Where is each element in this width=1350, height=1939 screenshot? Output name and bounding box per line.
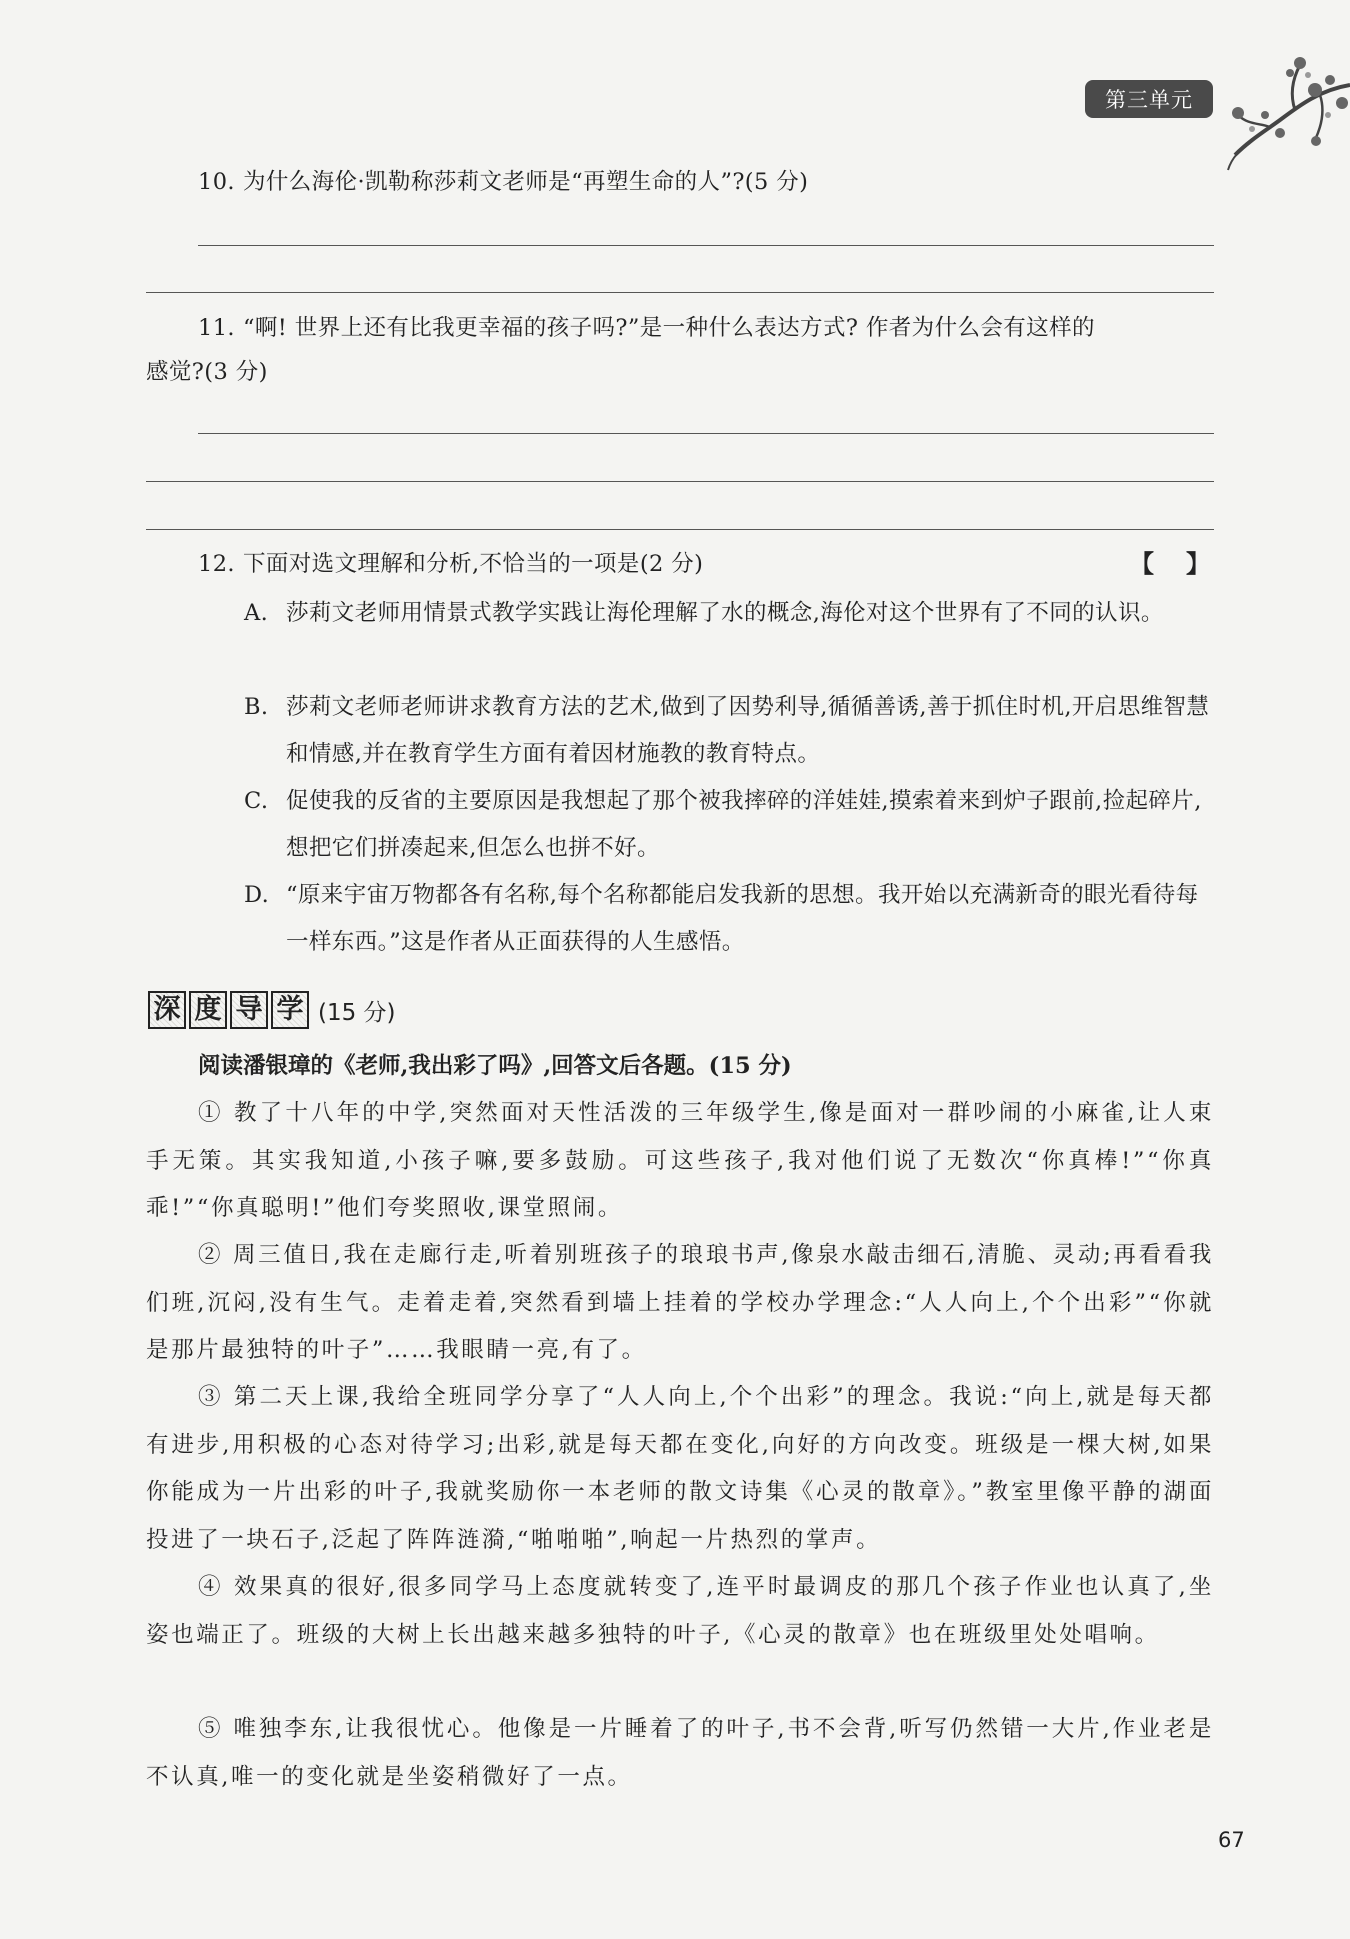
section-title-char: 度 [189, 991, 227, 1029]
section-score: (15 分) [318, 999, 396, 1026]
question-11-continued [146, 350, 268, 394]
option-letter: B. [244, 694, 269, 720]
answer-line[interactable] [198, 433, 1214, 434]
question-text: 下面对选文理解和分析,不恰当的一项是(2 分) [242, 551, 704, 577]
question-number: 10. [198, 169, 235, 195]
answer-bracket[interactable] [1130, 544, 1210, 579]
reading-instruction: 阅读潘银璋的《老师,我出彩了吗》,回答文后各题。(15 分) [198, 1053, 792, 1079]
unit-badge: 第三单元 [1085, 80, 1213, 118]
section-title-char: 学 [271, 991, 309, 1029]
answer-line[interactable] [146, 529, 1214, 530]
section-title-char: 导 [230, 991, 268, 1029]
option-text: “原来宇宙万物都各有名称,每个名称都能启发我新的思想。我开始以充满新奇的眼光看待每一样东西。”这是作者从正面获得的人生感悟。 [286, 882, 1199, 955]
option-text: 莎莉文老师用情景式教学实践让海伦理解了水的概念,海伦对这个世界有了不同的认识。 [286, 600, 1164, 626]
bracket-right: 】 [1186, 550, 1210, 578]
plum-branch-icon [1220, 45, 1350, 175]
option-a [244, 590, 1214, 637]
question-text: 为什么海伦·凯勒称莎莉文老师是“再塑生命的人”?(5 分) [242, 169, 809, 195]
section-title-char: 深 [148, 991, 186, 1029]
question-11 [198, 306, 1214, 350]
option-letter: A. [244, 600, 269, 626]
reading-paragraph-5: ⑤ 唯独李东,让我很忧心。他像是一片睡着了的叶子,书不会背,听写仍然错一大片,作业老是不认真,唯一的变化就是坐姿稍微好了一点。 [146, 1716, 1214, 1790]
option-b [244, 684, 1214, 778]
bracket-left: 【 [1130, 550, 1154, 578]
reading-paragraph-1: ① 教了十八年的中学,突然面对天性活泼的三年级学生,像是面对一群吵闹的小麻雀,让人束手无策。其实我知道,小孩子嘛,要多鼓励。可这些孩子,我对他们说了无数次“你真棒!”“你真乖!”“你真聪明!”他们夸奖照收,课堂照闹。 [146, 1100, 1214, 1221]
reading-paragraph-4: ④ 效果真的很好,很多同学马上态度就转变了,连平时最调皮的那几个孩子作业也认真了,坐姿也端正了。班级的大树上长出越来越多独特的叶子,《心灵的散章》也在班级里处处唱响。 [146, 1574, 1214, 1648]
page-number: 67 [1218, 1828, 1245, 1852]
section-title [148, 990, 396, 1030]
question-number: 12. [198, 551, 235, 577]
option-text: 莎莉文老师老师讲求教育方法的艺术,做到了因势利导,循循善诱,善于抓住时机,开启思维智慧和情感,并在教育学生方面有着因材施教的教育特点。 [286, 694, 1210, 767]
question-text-line2: 感觉?(3 分) [146, 359, 268, 385]
option-d [244, 872, 1214, 966]
answer-line[interactable] [146, 481, 1214, 482]
option-letter: C. [244, 788, 269, 814]
answer-line[interactable] [146, 292, 1214, 293]
reading-paragraph-3: ③ 第二天上课,我给全班同学分享了“人人向上,个个出彩”的理念。我说:“向上,就是每天都有进步,用积极的心态对待学习;出彩,就是每天都在变化,向好的方向改变。班级是一棵大树,如果你能成为一片出彩的叶子,我就奖励你一本老师的散文诗集《心灵的散章》。”教室里像平静的湖面投进了一块石子,泛起了阵阵涟漪,“啪啪啪”,响起一片热烈的掌声。 [146, 1384, 1214, 1553]
question-text-line1: “啊! 世界上还有比我更幸福的孩子吗?”是一种什么表达方式? 作者为什么会有这样的 [242, 315, 1095, 341]
question-number: 11. [198, 315, 235, 341]
option-letter: D. [244, 882, 270, 908]
question-10 [198, 160, 808, 204]
question-12 [198, 542, 703, 586]
answer-line[interactable] [198, 245, 1214, 246]
option-c [244, 778, 1214, 872]
option-text: 促使我的反省的主要原因是我想起了那个被我摔碎的洋娃娃,摸索着来到炉子跟前,捡起碎片,想把它们拼凑起来,但怎么也拼不好。 [286, 788, 1202, 861]
reading-paragraph-2: ② 周三值日,我在走廊行走,听着别班孩子的琅琅书声,像泉水敲击细石,清脆、灵动;再看看我们班,沉闷,没有生气。走着走着,突然看到墙上挂着的学校办学理念:“人人向上,个个出彩”“你就是那片最独特的叶子”……我眼睛一亮,有了。 [146, 1242, 1214, 1363]
